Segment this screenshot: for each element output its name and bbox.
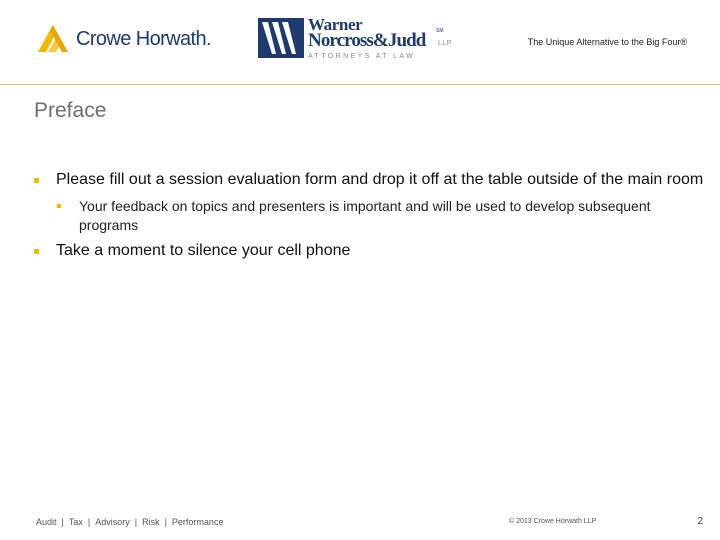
bullet-text: Take a moment to silence your cell phone (56, 242, 351, 259)
sub-bullet-text: Your feedback on topics and presenters is important and will be used to develop subsequent programs (79, 198, 651, 233)
sub-bullet-square-icon (57, 204, 61, 208)
footer-service-performance: Performance (171, 517, 224, 527)
footer-service-advisory: Advisory (95, 517, 130, 527)
footer-services (36, 517, 223, 527)
wnj-logo-mark-icon (258, 18, 304, 58)
footer-service-audit: Audit (36, 517, 57, 527)
wnj-logo-llp: LLP (438, 40, 452, 47)
slide-title: Preface (34, 99, 107, 122)
crowe-logo-mark-icon (36, 24, 70, 54)
header-divider (0, 84, 720, 85)
bullet-text: Please fill out a session evaluation form and drop it off at the table outside of the main room (56, 171, 704, 188)
footer-separator: | (164, 517, 167, 527)
wnj-logo-sm: SM (436, 28, 444, 34)
footer-separator: | (61, 517, 64, 527)
header-tagline: The Unique Alternative to the Big Four® (527, 37, 687, 47)
bullet-item (34, 241, 704, 261)
footer-separator: | (87, 517, 91, 527)
bullet-square-icon (34, 249, 39, 254)
crowe-logo-text: Crowe Horwath. (76, 27, 211, 50)
slide-body (34, 170, 704, 261)
wnj-logo-line2: Norcross&Judd (308, 30, 426, 51)
crowe-horwath-logo (36, 22, 226, 56)
warner-norcross-judd-logo (258, 16, 458, 62)
page-number: 2 (697, 516, 703, 527)
footer-separator: | (134, 517, 138, 527)
sub-bullet-item (34, 197, 704, 235)
footer-service-tax: Tax (68, 517, 83, 527)
slide-header (0, 0, 720, 86)
bullet-square-icon (34, 178, 39, 183)
footer-service-risk: Risk (142, 517, 160, 527)
wnj-logo-line1: Warner (308, 15, 363, 34)
wnj-logo-line3: ATTORNEYS AT LAW (308, 53, 416, 60)
footer-copyright: © 2013 Crowe Horwath LLP (509, 518, 597, 525)
bullet-item (34, 170, 704, 190)
